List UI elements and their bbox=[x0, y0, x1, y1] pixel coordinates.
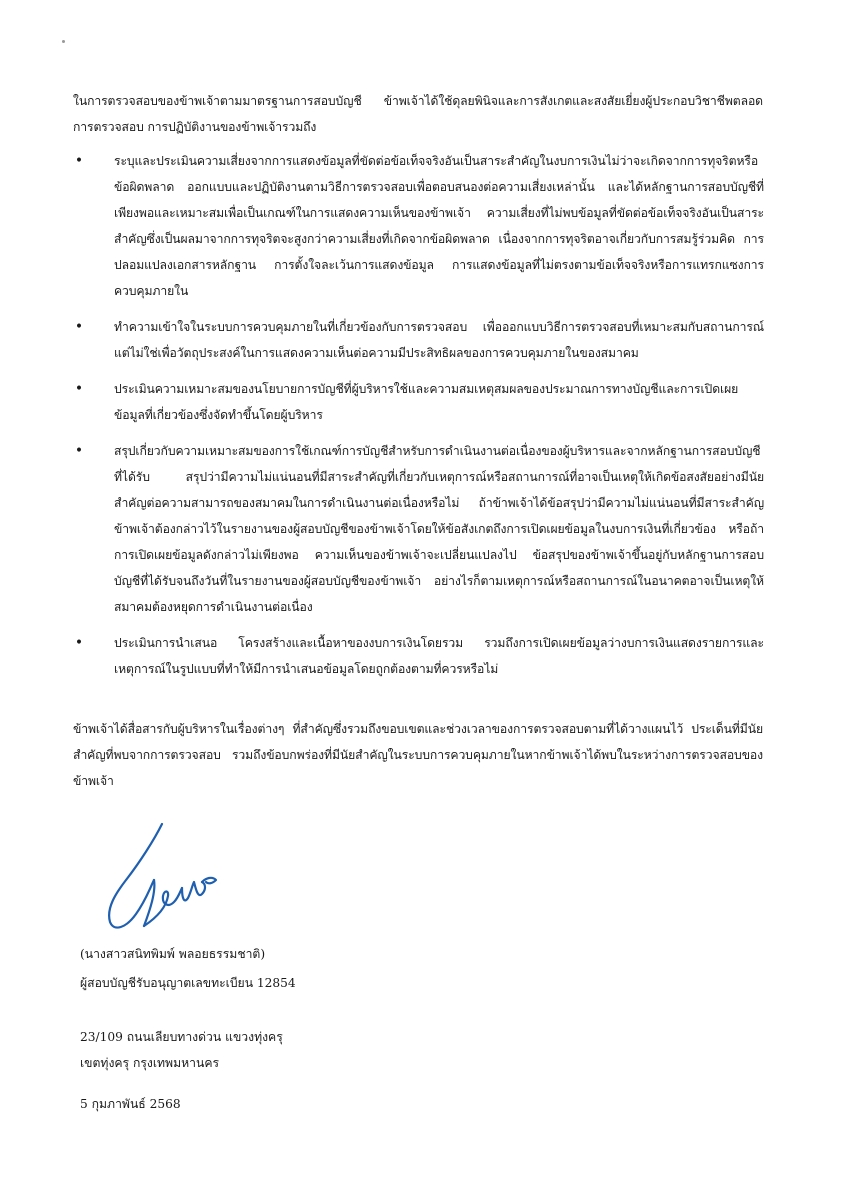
report-date: 5 กุมภาพันธ์ 2568 bbox=[80, 1097, 181, 1111]
bullet-icon: • bbox=[74, 153, 84, 169]
bullet-icon: • bbox=[74, 635, 84, 651]
bullet-text-internal-control: ทำความเข้าใจในระบบการควบคุมภายในที่เกี่ยวข้องกับการตรวจสอบ เพื่อออกแบบวิธีการตรวจสอบที่เหมาะสมกับสถานการณ์ แต่ไม่ใช่เพื่อวัตถุประสงค์ในการแสดงความเห็นต่อความมีประสิทธิผลของการควบคุมภายในของสมาคม bbox=[114, 320, 764, 360]
auditor-signature bbox=[96, 818, 226, 938]
bullet-icon: • bbox=[74, 319, 84, 335]
bullet-icon: • bbox=[74, 443, 84, 459]
list-item bbox=[70, 438, 770, 620]
bullet-text-going-concern: สรุปเกี่ยวกับความเหมาะสมของการใช้เกณฑ์การบัญชีสำหรับการดำเนินงานต่อเนื่องของผู้บริหารและจากหลักฐานการสอบบัญชีที่ได้รับ สรุปว่ามีความไม่แน่นอนที่มีสาระสำคัญที่เกี่ยวกับเหตุการณ์หรือสถานการณ์ที่อาจเป็นเหตุให้เกิดข้อสงสัยอย่างมีนัยสำคัญต่อความสามารถของสมาคมในการดำเนินงานต่อเนื่องหรือไม่ ถ้าข้าพเจ้าได้ข้อสรุปว่ามีความไม่แน่นอนที่มีสาระสำคัญ ข้าพเจ้าต้องกล่าวไว้ในรายงานของผู้สอบบัญชีของข้าพเจ้าโดยให้ข้อสังเกตถึงการเปิดเผยข้อมูลในงบการเงินที่เกี่ยวข้อง หรือถ้าการเปิดเผยข้อมูลดังกล่าวไม่เพียงพอ ความเห็นของข้าพเจ้าจะเปลี่ยนแปลงไป ข้อสรุปของข้าพเจ้าขึ้นอยู่กับหลักฐานการสอบบัญชีที่ได้รับจนถึงวันที่ในรายงานของผู้สอบบัญชีของข้าพเจ้า อย่างไรก็ตามเหตุการณ์หรือสถานการณ์ในอนาคตอาจเป็นเหตุให้สมาคมต้องหยุดการดำเนินงานต่อเนื่อง bbox=[114, 444, 764, 614]
bullet-icon: • bbox=[74, 381, 84, 397]
bullet-text-risk-assessment: ระบุและประเมินความเสี่ยงจากการแสดงข้อมูลที่ขัดต่อข้อเท็จจริงอันเป็นสาระสำคัญในงบการเงินไม่ว่าจะเกิดจากการทุจริตหรือข้อผิดพลาด ออกแบบและปฏิบัติงานตามวิธีการตรวจสอบเพื่อตอบสนองต่อความเสี่ยงเหล่านั้น และได้หลักฐานการสอบบัญชีที่เพียงพอและเหมาะสมเพื่อเป็นเกณฑ์ในการแสดงความเห็นของข้าพเจ้า ความเสี่ยงที่ไม่พบข้อมูลที่ขัดต่อข้อเท็จจริงอันเป็นสาระสำคัญซึ่งเป็นผลมาจากการทุจริตจะสูงกว่าความเสี่ยงที่เกิดจากข้อผิดพลาด เนื่องจากการทุจริตอาจเกี่ยวกับการสมรู้ร่วมคิด การปลอมแปลงเอกสารหลักฐาน การตั้งใจละเว้นการแสดงข้อมูล การแสดงข้อมูลที่ไม่ตรงตามข้อเท็จจริงหรือการแทรกแซงการควบคุมภายใน bbox=[114, 154, 764, 298]
intro-paragraph: ในการตรวจสอบของข้าพเจ้าตามมาตรฐานการสอบบัญชี ข้าพเจ้าได้ใช้ดุลยพินิจและการสังเกตและสงสัยเยี่ยงผู้ประกอบวิชาชีพตลอดการตรวจสอบ การปฏิบัติงานของข้าพเจ้ารวมถึง bbox=[73, 94, 763, 134]
list-item bbox=[70, 376, 770, 428]
bullet-text-accounting-policies: ประเมินความเหมาะสมของนโยบายการบัญชีที่ผู้บริหารใช้และความสมเหตุสมผลของประมาณการทางบัญชีและการเปิดเผยข้อมูลที่เกี่ยวข้องซึ่งจัดทำขึ้นโดยผู้บริหาร bbox=[114, 382, 739, 422]
list-item bbox=[70, 630, 770, 682]
address-line-2: เขตทุ่งครุ กรุงเทพมหานคร bbox=[80, 1056, 220, 1070]
auditor-name: (นางสาวสนิทพิมพ์ พลอยธรรมชาติ) bbox=[80, 947, 266, 961]
auditor-license-number: ผู้สอบบัญชีรับอนุญาตเลขทะเบียน 12854 bbox=[80, 976, 296, 990]
closing-paragraph: ข้าพเจ้าได้สื่อสารกับผู้บริหารในเรื่องต่างๆ ที่สำคัญซึ่งรวมถึงขอบเขตและช่วงเวลาของการตรวจสอบตามที่ได้วางแผนไว้ ประเด็นที่มีนัยสำคัญที่พบจากการตรวจสอบ รวมถึงข้อบกพร่องที่มีนัยสำคัญในระบบการควบคุมภายในหากข้าพเจ้าได้พบในระหว่างการตรวจสอบของข้าพเจ้า bbox=[73, 722, 763, 788]
audit-procedures-list bbox=[70, 148, 770, 692]
bullet-text-presentation: ประเมินการนำเสนอ โครงสร้างและเนื้อหาของงบการเงินโดยรวม รวมถึงการเปิดเผยข้อมูลว่างบการเงินแสดงรายการและเหตุการณ์ในรูปแบบที่ทำให้มีการนำเสนอข้อมูลโดยถูกต้องตามที่ควรหรือไม่ bbox=[114, 636, 764, 676]
list-item bbox=[70, 314, 770, 366]
address-line-1: 23/109 ถนนเลียบทางด่วน แขวงทุ่งครุ bbox=[80, 1030, 283, 1044]
scan-speck bbox=[62, 40, 65, 43]
list-item bbox=[70, 148, 770, 304]
